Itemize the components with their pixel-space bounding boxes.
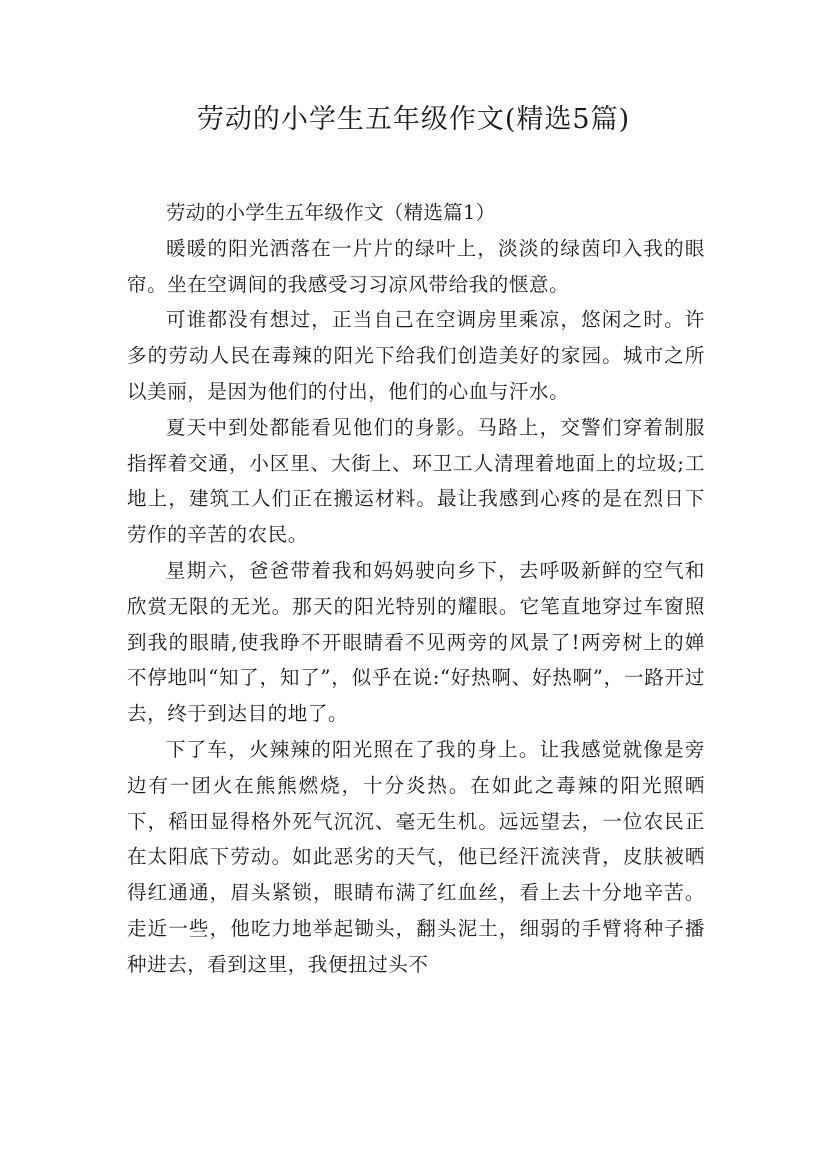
document-body xyxy=(127,195,705,983)
paragraph: 可谁都没有想过，正当自己在空调房里乘凉，悠闲之时。许多的劳动人民在毒辣的阳光下给我们创造美好的家园。城市之所以美丽，是因为他们的付出，他们的心血与汗水。 xyxy=(127,308,705,403)
paragraph: 夏天中到处都能看见他们的身影。马路上，交警们穿着制服指挥着交通，小区里、大街上、环卫工人清理着地面上的垃圾;工地上，建筑工人们正在搬运材料。最让我感到心疼的是在烈日下劳作的辛苦的农民。 xyxy=(127,415,705,547)
section-heading: 劳动的小学生五年级作文（精选篇1） xyxy=(166,201,496,224)
paragraph: 星期六，爸爸带着我和妈妈驶向乡下，去呼吸新鲜的空气和欣赏无限的无光。那天的阳光特别的耀眼。它笔直地穿过车窗照到我的眼睛,使我睁不开眼睛看不见两旁的风景了!两旁树上的婵不停地叫“知了，知了”，似乎在说:“好热啊、好热啊”，一路开过去，终于到达目的地了。 xyxy=(127,558,705,726)
paragraph: 下了车，火辣辣的阳光照在了我的身上。让我感觉就像是旁边有一团火在熊熊燃烧，十分炎热。在如此之毒辣的阳光照晒下，稻田显得格外死气沉沉、毫无生机。远远望去，一位农民正在太阳底下劳动。如此恶劣的天气，他已经汗流浃背，皮肤被晒得红通通，眉头紧锁，眼睛布满了红血丝，看上去十分地辛苦。走近一些，他吃力地举起锄头，翻头泥土，细弱的手臂将种子播种进去，看到这里，我便扭过头不 xyxy=(127,737,705,976)
document-title: 劳动的小学生五年级作文(精选5篇) xyxy=(196,104,631,135)
paragraph: 暖暖的阳光洒落在一片片的绿叶上，淡淡的绿茵印入我的眼帘。坐在空调间的我感受习习凉风带给我的惬意。 xyxy=(127,236,705,296)
